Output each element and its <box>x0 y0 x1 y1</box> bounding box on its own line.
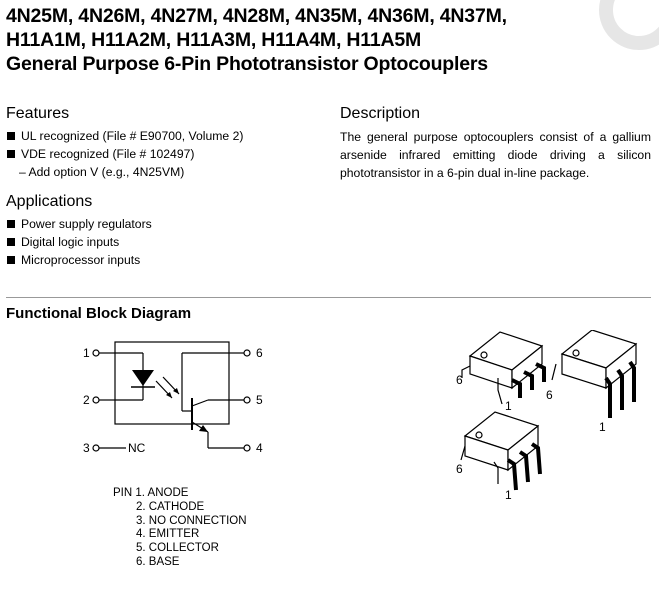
pin-number-label: 3 <box>83 441 90 455</box>
pin2-terminal <box>93 397 99 403</box>
feature-text: UL recognized (File # E90700, Volume 2) <box>21 129 244 143</box>
pin-number: 2. <box>136 500 146 513</box>
pin3-terminal <box>93 445 99 451</box>
package-pin-label: 6 <box>456 373 463 387</box>
package-pin-label: 1 <box>505 399 512 413</box>
description-heading: Description <box>340 105 421 122</box>
application-text: Digital logic inputs <box>21 235 120 249</box>
pin-row <box>113 501 247 515</box>
pin-number-label: 1 <box>83 346 90 360</box>
pin-row <box>113 556 247 570</box>
package-pin-label: 1 <box>599 420 606 434</box>
pin-number: 6. <box>136 555 146 568</box>
package-drawing-1 <box>462 332 544 404</box>
pin-row <box>113 515 247 529</box>
list-item <box>6 251 152 269</box>
title-line-1: 4N25M, 4N26M, 4N27M, 4N28M, 4N35M, 4N36M, 4N37M, <box>6 5 507 27</box>
bullet-icon <box>7 220 15 228</box>
pin-number-label: 2 <box>83 393 90 407</box>
bullet-icon <box>7 150 15 158</box>
title-line-3: General Purpose 6-Pin Phototransistor Optocouplers <box>6 53 488 75</box>
application-text: Power supply regulators <box>21 217 152 231</box>
pin-number: 4. <box>136 528 146 541</box>
pin-number: 3. <box>136 514 146 527</box>
page-title <box>6 4 656 76</box>
pin-prefix: PIN <box>113 487 133 499</box>
pin-number: 5. <box>136 542 146 555</box>
features-list <box>6 127 243 181</box>
feature-text: VDE recognized (File # 102497) <box>21 147 195 161</box>
pin-row <box>113 542 247 556</box>
led-diode-icon <box>132 370 154 386</box>
pin-name: EMITTER <box>148 528 200 541</box>
pin5-terminal <box>244 397 250 403</box>
list-item <box>6 127 243 145</box>
list-sub-item: – Add option V (e.g., 4N25VM) <box>19 165 185 179</box>
pin-row <box>113 528 247 542</box>
package-pin-label: 6 <box>546 388 553 402</box>
pin-name: ANODE <box>147 487 189 499</box>
nc-label: NC <box>128 441 146 455</box>
applications-heading: Applications <box>6 193 93 210</box>
bullet-icon <box>7 238 15 246</box>
title-line-2: H11A1M, H11A2M, H11A3M, H11A4M, H11A5M <box>6 29 422 51</box>
application-text: Microprocessor inputs <box>21 253 141 267</box>
package-pin-label: 6 <box>456 462 463 476</box>
package-drawing-2 <box>552 330 636 418</box>
block-diagram-heading: Functional Block Diagram <box>6 305 192 322</box>
pin-number-label: 4 <box>256 441 263 455</box>
package-outline <box>115 342 229 424</box>
pin-name: CATHODE <box>148 500 205 513</box>
bullet-icon <box>7 256 15 264</box>
pin-number-label: 6 <box>256 346 263 360</box>
pin6-terminal <box>244 350 250 356</box>
pin-row <box>113 487 247 501</box>
bullet-icon <box>7 132 15 140</box>
pin4-terminal <box>244 445 250 451</box>
package-drawing-3 <box>461 412 540 490</box>
pin-name: BASE <box>148 555 180 568</box>
pin-name: NO CONNECTION <box>148 514 247 527</box>
applications-list <box>6 215 152 269</box>
pin-list <box>113 487 247 570</box>
list-item <box>6 233 152 251</box>
block-diagram-figure <box>0 330 659 592</box>
features-heading: Features <box>6 105 70 122</box>
description-text: The general purpose optocouplers consist of a gallium arsenide infrared emitting diode driving a silicon phototransistor in a 6-pin dual in-line package. <box>340 130 651 180</box>
list-item <box>6 145 243 163</box>
pin-number: 1. <box>135 487 145 499</box>
section-divider <box>6 297 651 298</box>
package-pin-label: 1 <box>505 488 512 502</box>
list-item <box>6 215 152 233</box>
pin-number-label: 5 <box>256 393 263 407</box>
pin-name: COLLECTOR <box>148 542 219 555</box>
pin1-terminal <box>93 350 99 356</box>
